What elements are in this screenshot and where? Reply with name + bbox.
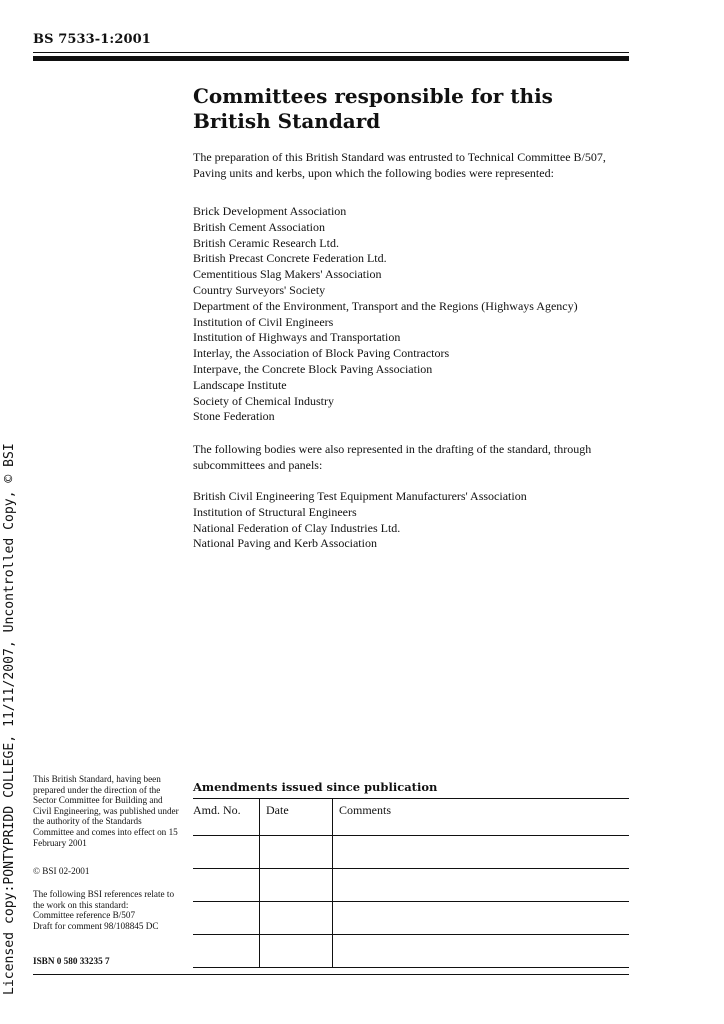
list-item: Department of the Environment, Transport and the Regions (Highways Agency) — [193, 298, 578, 313]
list-item: Landscape Institute — [193, 377, 287, 392]
list-item: British Precast Concrete Federation Ltd. — [193, 251, 387, 266]
draft-reference: Draft for comment 98/108845 DC — [33, 920, 159, 931]
intro-paragraph: The preparation of this British Standard was entrusted to Technical Committee B/507, Paving units and kerbs, upon which the following bodies were represented: — [193, 150, 606, 180]
list-item: Institution of Highways and Transportation — [193, 330, 401, 345]
table-cell — [193, 902, 260, 935]
list-item: Cementitious Slag Makers' Association — [193, 267, 382, 282]
list-item: Stone Federation — [193, 409, 275, 424]
header-rule-thick — [33, 56, 629, 61]
column-header-amd-no: Amd. No. — [193, 799, 260, 836]
isbn: ISBN 0 580 33235 7 — [33, 956, 110, 966]
amendments-title: Amendments issued since publication — [193, 780, 438, 794]
table-cell — [193, 836, 260, 869]
committee-reference: Committee reference B/507 — [33, 910, 136, 921]
list-item: Institution of Civil Engineers — [193, 314, 334, 329]
list-item: British Ceramic Research Ltd. — [193, 235, 339, 250]
references-intro: The following BSI references relate to the work on this standard: — [33, 889, 175, 910]
table-cell — [333, 935, 630, 968]
list-item: Brick Development Association — [193, 204, 347, 218]
list-item: Society of Chemical Industry — [193, 393, 334, 408]
table-cell — [260, 902, 333, 935]
table-header-row — [193, 799, 629, 836]
also-represented-bodies-list — [193, 489, 633, 552]
table-cell — [260, 935, 333, 968]
header-rule-thin — [33, 52, 629, 53]
list-item: Interpave, the Concrete Block Paving Association — [193, 361, 433, 376]
table-cell — [193, 935, 260, 968]
copyright-note: © BSI 02-2001 — [33, 866, 90, 876]
table-cell — [333, 869, 630, 902]
list-item: Interlay, the Association of Block Paving Contractors — [193, 346, 450, 361]
table-cell — [193, 869, 260, 902]
table-cell — [260, 869, 333, 902]
table-cell — [333, 902, 630, 935]
list-item: National Federation of Clay Industries Ltd. — [193, 520, 401, 535]
amendments-table — [193, 798, 629, 968]
table-row — [193, 935, 629, 968]
table-cell — [260, 836, 333, 869]
standard-reference: BS 7533-1:2001 — [33, 32, 151, 47]
represented-bodies-list — [193, 204, 633, 425]
title-line-2: British Standard — [193, 109, 381, 133]
table-cell — [333, 836, 630, 869]
license-watermark: Licensed copy:PONTYPRIDD COLLEGE, 11/11/2007, Uncontrolled Copy, © BSI — [2, 443, 17, 995]
also-represented-paragraph: The following bodies were also represented in the drafting of the standard, through subcommittees and panels: — [193, 442, 592, 472]
title-line-1: Committees responsible for this — [193, 84, 553, 108]
list-item: National Paving and Kerb Association — [193, 536, 377, 551]
table-row — [193, 836, 629, 869]
column-header-comments: Comments — [333, 799, 630, 836]
footer-rule — [33, 974, 629, 975]
table-row — [193, 902, 629, 935]
list-item: Country Surveyors' Society — [193, 282, 326, 297]
page-title — [193, 84, 623, 134]
list-item: British Civil Engineering Test Equipment Manufacturers' Association — [193, 489, 527, 503]
publication-note: This British Standard, having been prepared under the direction of the Sector Committee for Building and Civil Engineering, was published under the authority of the Standards Committee and comes into effect on 15 February 2001 — [33, 774, 179, 848]
bsi-references — [33, 889, 183, 931]
column-header-date: Date — [260, 799, 333, 836]
table-row — [193, 869, 629, 902]
list-item: Institution of Structural Engineers — [193, 504, 357, 519]
list-item: British Cement Association — [193, 219, 325, 234]
